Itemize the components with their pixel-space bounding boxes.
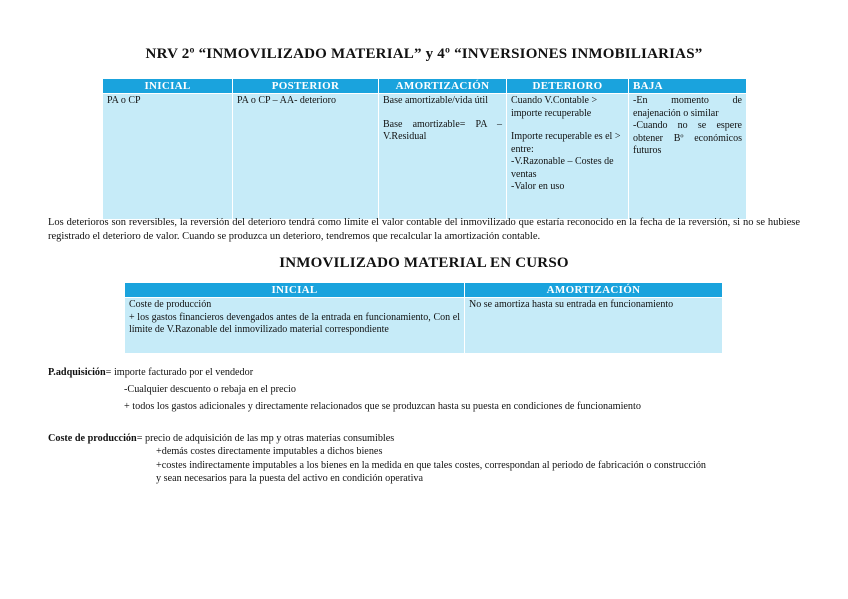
inicial-2-line-1: Coste de producción xyxy=(129,299,212,310)
cell-inicial-2 xyxy=(125,298,465,354)
cell-posterior: PA o CP – AA- deterioro xyxy=(233,94,379,220)
header-posterior: POSTERIOR xyxy=(233,79,379,94)
cell-amortizacion-2: No se amortiza hasta su entrada en funcionamiento xyxy=(465,298,723,354)
coste-text-1: = precio de adquisición de las mp y otras materias consumibles xyxy=(136,433,395,444)
coste-line-1 xyxy=(48,432,394,445)
header-amortizacion: AMORTIZACIÓN xyxy=(379,79,507,94)
amortizacion-line-1: Base amortizable/vida útil xyxy=(383,95,488,106)
coste-line-4: y sean necesarios para la puesta del activo en condición operativa xyxy=(156,473,424,484)
coste-line-2: +demás costes directamente imputables a dichos bienes xyxy=(156,446,383,457)
cell-baja xyxy=(629,94,747,220)
page-title: NRV 2º “INMOVILIZADO MATERIAL” y 4º “INVERSIONES INMOBILIARIAS” xyxy=(145,46,703,62)
baja-line-2: -Cuando no se espere obtener Bº económicos futuros xyxy=(633,120,742,156)
padq-line-3: + todos los gastos adicionales y directamente relacionados que se produzcan hasta su puesta en condiciones de funcionamiento xyxy=(124,401,641,412)
header-inicial: INICIAL xyxy=(103,79,233,94)
section-title: INMOVILIZADO MATERIAL EN CURSO xyxy=(279,255,569,271)
padq-text-1: = importe facturado por el vendedor xyxy=(105,367,254,378)
deterioro-line-3: -V.Razonable – Costes de ventas xyxy=(511,156,614,180)
inicial-2-line-2: + los gastos financieros devengados antes de la entrada en funcionamiento, Con el límite de V.Razonable del inmovilizado material correspondiente xyxy=(129,311,460,335)
nrv-table xyxy=(102,78,747,220)
padq-label: P.adquisición xyxy=(48,367,106,378)
deterioro-line-4: -Valor en uso xyxy=(511,181,565,192)
header-amortizacion-2: AMORTIZACIÓN xyxy=(465,283,723,298)
curso-table xyxy=(124,282,723,354)
amortizacion-line-2: Base amortizable= PA – V.Residual xyxy=(383,118,502,142)
cell-deterioro xyxy=(507,94,629,220)
padq-line-2: -Cualquier descuento o rebaja en el precio xyxy=(124,384,296,395)
deterioro-line-1: Cuando V.Contable > importe recuperable xyxy=(511,95,598,119)
coste-label: Coste de producción xyxy=(48,433,137,444)
deterioro-line-2: Importe recuperable es el > entre: xyxy=(511,131,621,155)
header-deterioro: DETERIORO xyxy=(507,79,629,94)
header-baja: BAJA xyxy=(629,79,747,94)
deterioro-paragraph: Los deterioros son reversibles, la reversión del deterioro tendrá como límite el valor contable del inmovilizado que estaría reconocido en la fecha de la reversión, si no se hubiese registrado el deterioro de valor. Cuando se produzca un deterioro, tendremos que recalcular la amortización contable. xyxy=(48,217,800,242)
cell-amortizacion xyxy=(379,94,507,220)
coste-line-3: +costes indirectamente imputables a los bienes en la medida en que tales costes, correspondan al periodo de fabricación o construcción xyxy=(156,460,707,471)
cell-inicial: PA o CP xyxy=(103,94,233,220)
header-inicial-2: INICIAL xyxy=(125,283,465,298)
baja-line-1: -En momento de enajenación o similar xyxy=(633,95,742,119)
padq-line-1 xyxy=(48,366,253,379)
